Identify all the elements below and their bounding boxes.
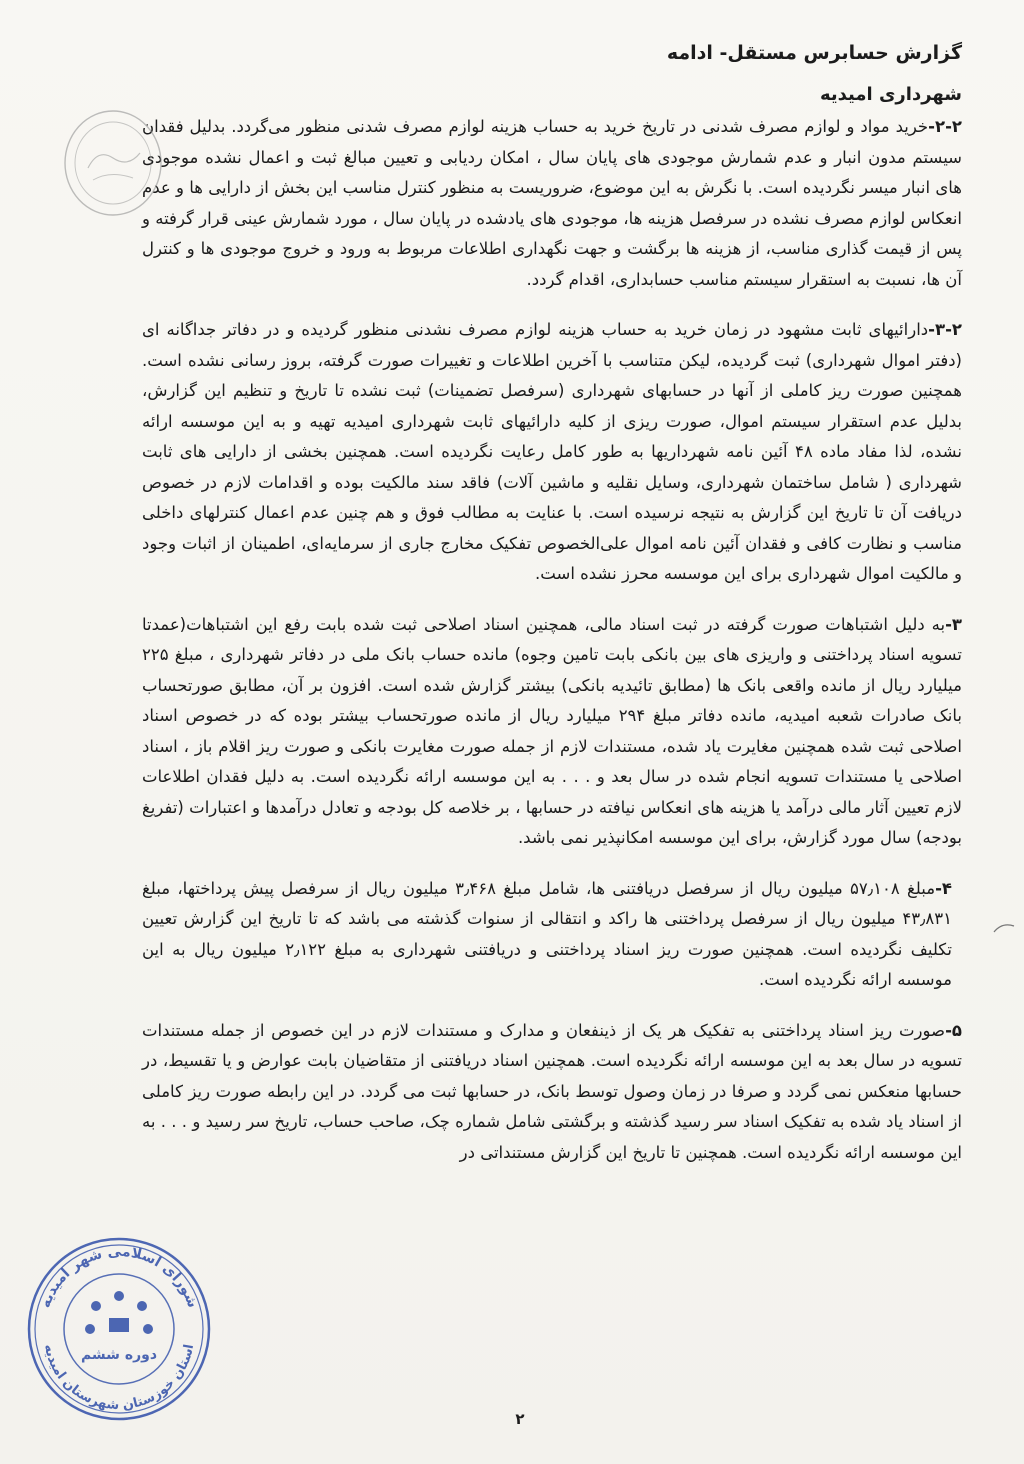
paragraph-4 <box>142 874 962 996</box>
report-body <box>142 112 962 1188</box>
paragraph-5 <box>142 1016 962 1169</box>
paragraph-text: خرید مواد و لوازم مصرف شدنی در تاریخ خرید به حساب هزینه لوازم مصرف شدنی منظور می‌گردد. بدلیل فقدان سیستم مدون انبار و عدم شمارش موجودی های پایان سال ، امکان ردیابی و تعیین مبالغ ثبت و اعمال نشده موجودی های انبار میسر نگردیده است. با نگرش به این موضوع، ضروریست به منظور کنترل مناسب این بخش از دارایی ها و عدم انعکاس لوازم مصرف نشده در سرفصل هزینه ها، موجودی های یادشده در پایان سال ، مورد شمارش عینی قرار گرفته و پس از قیمت گذاری مناسب، از هزینه ها برگشت و جهت نگهداری اطلاعات مربوط به ورود و خروج موجودی ها و کنترل آن ها، نسبت به استقرار سیستم مناسب حسابداری، اقدام گردد. <box>142 117 962 289</box>
margin-mark-icon <box>992 918 1016 948</box>
paragraph-text: مبلغ ۵۷٫۱۰۸ میلیون ریال از سرفصل دریافتنی ها، شامل مبلغ ۳٫۴۶۸ میلیون ریال از سرفصل پیش پرداختها، مبلغ ۴۳٫۸۳۱ میلیون ریال از سرفصل پرداختنی ها راکد و انتقالی از سنوات گذشته می باشد که تا تاریخ این گزارش تعیین تکلیف نگردیده است. همچنین صورت ریز اسناد پرداختنی و دریافتنی شهرداری به مبلغ ۲٫۱۲۲ میلیون ریال به این موسسه ارائه نگردیده است. <box>142 878 952 989</box>
paragraph-number: ۵- <box>945 1020 962 1040</box>
paragraph-number: ۲-۲- <box>928 117 962 136</box>
paragraph-text: دارائیهای ثابت مشهود در زمان خرید به حساب هزینه لوازم مصرف نشدنی منظور گردیده و در دفاتر جداگانه ای (دفتر اموال شهرداری) ثبت گردیده، لیکن متناسب با آخرین اطلاعات و تغییرات صورت گرفته، بروز رسانی نشده است. همچنین صورت ریز کاملی از آنها در حسابهای شهرداری (سرفصل تضمینات) ثبت نشده تا تاریخ و تنظیم این گزارش، بدلیل عدم استقرار سیستم اموال، صورت ریزی از کلیه دارائیهای ثابت شهرداری امیدیه تهیه و به این موسسه ارائه نشده، لذا مفاد ماده ۴۸ آئین نامه شهرداریها به طور کامل رعایت نگردیده است. همچنین بخشی از دارایی های ثابت شهرداری ( شامل ساختمان شهرداری، وسایل نقلیه و ماشین آلات) فاقد سند مالکیت بوده و اقدامات لازم در خصوص دریافت آن تا تاریخ این گزارش به نتیجه نرسیده است. با عنایت به مطالب فوق و هم چنین عدم اعمال کنترلهای داخلی مناسب و نظارت کافی و فقدان آئین نامه اموال علی‌الخصوص تفکیک مخارج جاری از سرمایه‌ای، اطمینان از اثبات وجود و مالکیت اموال شهرداری برای این موسسه محرز نشده است. <box>142 320 962 583</box>
svg-text:استان خوزستان شهرستان امیدیه: استان خوزستان شهرستان امیدیه <box>40 1342 198 1414</box>
svg-text:شورای اسلامی شهر امیدیه: شورای اسلامی شهر امیدیه <box>37 1243 201 1311</box>
paragraph-3 <box>142 610 962 854</box>
svg-text:دوره ششم: دوره ششم <box>80 1347 158 1363</box>
page-number: ۲ <box>515 1410 525 1428</box>
paragraph-number: ۳-۲- <box>928 320 962 339</box>
auditor-stamp-icon <box>58 108 168 218</box>
paragraph-2-2 <box>142 112 962 295</box>
paragraph-number: ۳- <box>945 614 962 634</box>
document-header <box>262 38 962 110</box>
council-seal-icon <box>24 1234 214 1424</box>
paragraph-text: به دلیل اشتباهات صورت گرفته در ثبت اسناد مالی، همچنین اسناد اصلاحی ثبت شده بابت رفع این اشتباهات(عمدتا تسویه اسناد پرداختنی و واریزی های بین بانکی بابت تامین وجوه) مانده حساب بانک ملی در دفاتر شهرداری ، مبلغ ۲۲۵ میلیارد ریال از مانده واقعی بانک ها (مطابق تائیدیه بانکی) بیشتر گزارش شده است. افزون بر آن، مطابق صورتحساب بانک صادرات شعبه امیدیه، مانده دفاتر مبلغ ۲۹۴ میلیارد ریال از مانده صورتحساب بیشتر بوده که در خصوص اسناد اصلاحی ثبت شده همچنین مغایرت یاد شده، مستندات لازم از جمله صورت مغایرت بانکی و صورت ریز اقلام باز ، اسناد اصلاحی یا مستندات تسویه انجام شده در سال بعد و . . . به این موسسه ارائه نگردیده است. به دلیل فقدان اطلاعات لازم تعیین آثار مالی درآمد یا هزینه های انعکاس نیافته در حسابها ، بر خلاصه کل بودجه و تعادل درآمدها و اعتبارات (تفریغ بودجه) سال مورد گزارش، برای این موسسه امکانپذیر نمی باشد. <box>142 614 962 847</box>
municipality-name: شهرداری امیدیه <box>819 84 962 105</box>
report-title: گزارش حسابرس مستقل- ادامه <box>666 42 962 64</box>
paragraph-2-3 <box>142 315 962 590</box>
paragraph-text: صورت ریز اسناد پرداختنی به تفکیک هر یک از ذینفعان و مدارک و مستندات لازم در این خصوص از جمله مستندات تسویه در سال بعد به این موسسه ارائه نگردیده است. همچنین اسناد دریافتنی از متقاضیان بابت عوارض و یا تقسیط، در حسابها منعکس نمی گردد و صرفا در زمان وصول توسط بانک، در حسابها ثبت می گردد. در این رابطه صورت ریز کاملی از اسناد یاد شده به تفکیک اسناد سر رسید گذشته و برگشتی شامل شماره چک، صاحب حساب، تاریخ سر رسید و . . . به این موسسه ارائه نگردیده است. همچنین تا تاریخ این گزارش مستنداتی در <box>142 1020 962 1162</box>
paragraph-number: ۴- <box>935 878 952 898</box>
